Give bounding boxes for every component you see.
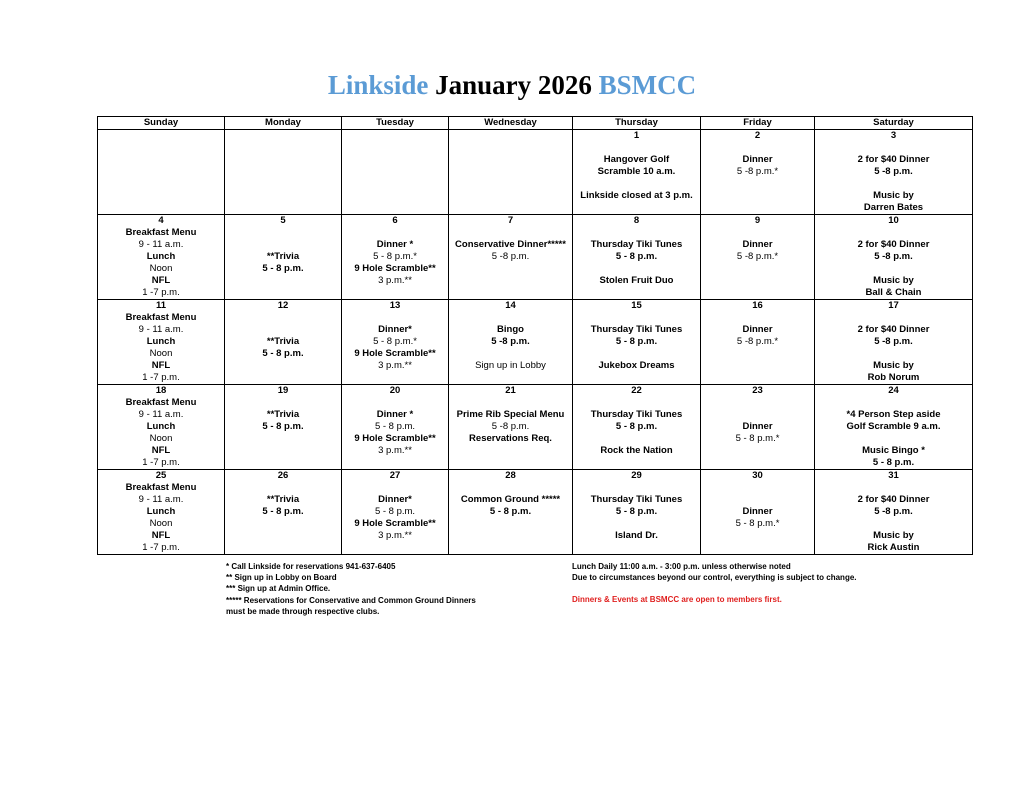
event-line: 5 - 8 p.m.* <box>735 433 780 444</box>
event-line: Stolen Fruit Duo <box>599 275 674 286</box>
day-number: 7 <box>507 215 514 226</box>
event-line: Thursday Tiki Tunes <box>590 324 683 335</box>
event-line: NFL <box>151 445 171 456</box>
event-line <box>815 312 972 324</box>
event-line: Dinner * <box>376 409 414 420</box>
event-line <box>701 494 814 506</box>
event-line: Dinner <box>742 324 773 335</box>
event-line: Common Ground ***** <box>460 494 561 505</box>
event-line: 5 -8 p.m. <box>874 336 913 347</box>
event-line <box>449 227 572 239</box>
day-number: 20 <box>389 385 401 396</box>
event-line: 9 Hole Scramble** <box>354 518 436 529</box>
calendar-day-cell <box>701 300 815 385</box>
day-number: 31 <box>888 470 899 481</box>
footnote-spacer <box>572 583 857 594</box>
calendar-day-cell <box>815 300 973 385</box>
calendar-day-cell <box>815 385 973 470</box>
calendar-day-cell <box>815 470 973 555</box>
calendar-day-cell <box>815 130 973 215</box>
footnote-line: must be made through respective clubs. <box>226 606 380 616</box>
footnote-line: *** Sign up at Admin Office. <box>226 584 331 594</box>
event-line <box>449 482 572 494</box>
event-line <box>225 397 341 409</box>
event-line: 5 - 8 p.m.* <box>373 336 417 347</box>
event-line: Bingo <box>497 324 524 335</box>
event-line <box>225 324 341 336</box>
event-line: **Trivia <box>266 494 300 505</box>
event-line: Lunch <box>146 336 176 347</box>
event-line: Music by <box>873 275 914 286</box>
event-line <box>573 142 700 154</box>
footnotes-left <box>226 561 476 617</box>
event-line <box>701 142 814 154</box>
event-line: Jukebox Dreams <box>598 360 675 371</box>
event-line <box>815 518 972 530</box>
day-number: 4 <box>158 215 164 226</box>
event-line: 5 -8 p.m. <box>874 251 913 262</box>
day-number: 10 <box>888 215 899 226</box>
day-number: 1 <box>633 130 640 141</box>
day-number: 30 <box>752 470 763 481</box>
event-line: 5 - 8 p.m.* <box>735 518 780 529</box>
event-line: 1 -7 p.m. <box>142 372 180 383</box>
calendar-day-cell <box>98 385 225 470</box>
calendar-day-cell <box>225 385 342 470</box>
day-number: 22 <box>631 385 642 396</box>
event-line: 5 -8 p.m. <box>491 251 530 262</box>
event-line: 5 - 8 p.m. <box>615 506 658 517</box>
event-line: 2 for $40 Dinner <box>857 239 930 250</box>
event-line <box>701 482 814 494</box>
event-line: Breakfast Menu <box>125 312 197 323</box>
event-line: Music by <box>873 530 914 541</box>
event-line: 5 - 8 p.m. <box>262 263 304 274</box>
event-line: 5 - 8 p.m. <box>615 251 658 262</box>
event-line: Noon <box>149 518 173 529</box>
day-number: 6 <box>392 215 398 226</box>
calendar-day-cell <box>573 215 701 300</box>
weekday-header: Thursday <box>573 117 701 130</box>
event-line <box>225 239 341 251</box>
day-number: 27 <box>389 470 401 481</box>
event-line: 9 Hole Scramble** <box>354 348 436 359</box>
event-line <box>342 397 448 409</box>
event-line: 9 Hole Scramble** <box>354 433 436 444</box>
event-line: 2 for $40 Dinner <box>857 324 930 335</box>
event-line <box>573 263 700 275</box>
event-line: 5 -8 p.m.* <box>736 251 779 262</box>
calendar-day-cell <box>573 130 701 215</box>
event-line: Lunch <box>146 421 176 432</box>
event-line <box>225 312 341 324</box>
event-line <box>342 482 448 494</box>
calendar-day-cell <box>701 215 815 300</box>
calendar-week-row <box>98 470 973 555</box>
calendar-day-cell <box>573 385 701 470</box>
event-line: 3 p.m.** <box>378 360 412 371</box>
calendar-day-cell <box>449 470 573 555</box>
event-line: 9 - 11 a.m. <box>138 324 184 335</box>
event-line: 5 -8 p.m. <box>491 336 530 347</box>
calendar-day-cell <box>342 385 449 470</box>
event-line: Dinner <box>742 421 773 432</box>
event-line: Linkside closed at 3 p.m. <box>580 190 693 201</box>
calendar-day-cell <box>573 470 701 555</box>
event-line: 9 - 11 a.m. <box>138 409 184 420</box>
calendar-day-cell <box>225 300 342 385</box>
calendar-day-cell <box>449 130 573 215</box>
event-line <box>701 409 814 421</box>
event-line: Conservative Dinner***** <box>455 239 566 250</box>
event-line <box>449 348 572 360</box>
event-line: 5 -8 p.m. <box>874 506 913 517</box>
event-line: Music Bingo * <box>862 445 925 456</box>
event-line: 9 - 11 a.m. <box>138 494 184 505</box>
event-line: Hangover Golf <box>603 154 670 165</box>
day-number: 3 <box>890 130 897 141</box>
calendar-day-cell <box>449 300 573 385</box>
event-line: Dinner* <box>378 494 412 505</box>
event-line: Golf Scramble 9 a.m. <box>846 421 941 432</box>
event-line: 3 p.m.** <box>378 530 412 541</box>
day-number: 29 <box>631 470 642 481</box>
event-line: Breakfast Menu <box>125 482 197 493</box>
day-number: 21 <box>505 385 516 396</box>
event-line <box>815 482 972 494</box>
event-line <box>701 227 814 239</box>
event-line: Dinner* <box>378 324 412 335</box>
footnote-line: ***** Reservations for Conservative and Common Ground Dinners <box>226 595 476 605</box>
calendar-day-cell <box>342 470 449 555</box>
weekday-header: Saturday <box>815 117 973 130</box>
event-line <box>573 482 700 494</box>
event-line: 5 -8 p.m. <box>491 421 530 432</box>
event-line: 9 Hole Scramble** <box>354 263 436 274</box>
event-line: 5 - 8 p.m. <box>615 336 658 347</box>
event-line: **Trivia <box>266 336 300 347</box>
day-number: 14 <box>505 300 516 311</box>
event-line: 5 -8 p.m.* <box>736 166 779 177</box>
calendar-day-cell <box>701 385 815 470</box>
event-line: Breakfast Menu <box>125 227 197 238</box>
event-line <box>573 518 700 530</box>
event-line: Island Dr. <box>615 530 658 541</box>
event-line: Breakfast Menu <box>125 397 197 408</box>
event-line: 1 -7 p.m. <box>142 542 180 553</box>
day-number: 13 <box>389 300 401 311</box>
day-number: 16 <box>752 300 763 311</box>
calendar-day-cell <box>342 300 449 385</box>
event-line <box>815 397 972 409</box>
event-line <box>573 227 700 239</box>
weekday-header-row <box>98 117 973 130</box>
calendar-day-cell <box>342 130 449 215</box>
event-line: Dinner <box>742 239 773 250</box>
event-line <box>815 263 972 275</box>
calendar-day-cell <box>225 470 342 555</box>
day-number: 15 <box>631 300 642 311</box>
event-line <box>449 397 572 409</box>
title-club: BSMCC <box>598 70 697 100</box>
event-line: 5 - 8 p.m. <box>872 457 915 468</box>
calendar-day-cell <box>449 215 573 300</box>
event-line <box>815 142 972 154</box>
event-line: 1 -7 p.m. <box>142 457 180 468</box>
event-line: 5 -8 p.m. <box>874 166 913 177</box>
event-line <box>701 397 814 409</box>
event-line: Dinner * <box>376 239 414 250</box>
calendar-day-cell <box>573 300 701 385</box>
weekday-header: Sunday <box>98 117 225 130</box>
title-month: January 2026 <box>435 70 592 100</box>
weekday-header: Friday <box>701 117 815 130</box>
event-line: 5 -8 p.m.* <box>736 336 779 347</box>
event-line: Noon <box>149 263 173 274</box>
day-number: 28 <box>505 470 516 481</box>
event-line: 1 -7 p.m. <box>142 287 180 298</box>
day-number: 2 <box>754 130 761 141</box>
event-line: Rock the Nation <box>600 445 673 456</box>
event-line <box>225 227 341 239</box>
calendar-day-cell <box>98 470 225 555</box>
event-line <box>815 227 972 239</box>
event-line: 5 - 8 p.m. <box>374 506 416 517</box>
event-line: 5 - 8 p.m. <box>489 506 532 517</box>
event-line <box>573 312 700 324</box>
footnote-line: * Call Linkside for reservations 941-637-6405 <box>226 562 396 571</box>
day-number: 24 <box>888 385 899 396</box>
day-number: 25 <box>155 470 167 481</box>
event-line: NFL <box>151 275 171 286</box>
event-line: Scramble 10 a.m. <box>597 166 676 177</box>
footnote-line: Due to circumstances beyond our control, everything is subject to change. <box>572 573 857 583</box>
calendar-day-cell <box>98 215 225 300</box>
event-line: 3 p.m.** <box>378 275 412 286</box>
day-number: 26 <box>277 470 289 481</box>
event-line: Lunch <box>146 251 176 262</box>
footnote-line: Lunch Daily 11:00 a.m. - 3:00 p.m. unless otherwise noted <box>572 562 791 571</box>
event-line: Sign up in Lobby <box>475 360 546 371</box>
event-line: *4 Person Step aside <box>846 409 941 420</box>
event-line <box>815 178 972 190</box>
footnote-line: ** Sign up in Lobby on Board <box>226 573 337 583</box>
event-line: Noon <box>149 348 173 359</box>
event-line <box>342 227 448 239</box>
event-line <box>342 312 448 324</box>
calendar-week-row <box>98 130 973 215</box>
calendar-day-cell <box>342 215 449 300</box>
event-line: Thursday Tiki Tunes <box>590 494 683 505</box>
event-line: 5 - 8 p.m. <box>262 348 304 359</box>
calendar-day-cell <box>815 215 973 300</box>
event-line: 5 - 8 p.m.* <box>373 251 417 262</box>
event-line: **Trivia <box>266 251 300 262</box>
day-number: 5 <box>280 215 286 226</box>
event-line: 3 p.m.** <box>378 445 412 456</box>
footnotes-right <box>572 561 857 606</box>
calendar-day-cell <box>225 215 342 300</box>
calendar-day-cell <box>225 130 342 215</box>
event-line <box>573 178 700 190</box>
event-line: 5 - 8 p.m. <box>262 506 304 517</box>
event-line: 5 - 8 p.m. <box>262 421 304 432</box>
day-number: 12 <box>277 300 289 311</box>
calendar-day-cell <box>98 300 225 385</box>
event-line <box>573 397 700 409</box>
day-number: 9 <box>754 215 761 226</box>
event-line: Music by <box>873 190 914 201</box>
event-line: Lunch <box>146 506 176 517</box>
event-line: Darren Bates <box>863 202 924 213</box>
event-line: Thursday Tiki Tunes <box>590 239 683 250</box>
calendar-title <box>0 70 1024 101</box>
event-line <box>701 312 814 324</box>
event-line: NFL <box>151 530 171 541</box>
event-line: Rob Norum <box>867 372 920 383</box>
day-number: 19 <box>277 385 289 396</box>
event-line: Dinner <box>742 154 773 165</box>
event-line: **Trivia <box>266 409 300 420</box>
weekday-header: Wednesday <box>449 117 573 130</box>
day-number: 17 <box>888 300 899 311</box>
event-line: Thursday Tiki Tunes <box>590 409 683 420</box>
event-line <box>815 433 972 445</box>
event-line: Reservations Req. <box>469 433 552 444</box>
day-number: 23 <box>752 385 763 396</box>
day-number: 8 <box>633 215 640 226</box>
calendar-grid <box>97 116 973 555</box>
calendar-week-row <box>98 300 973 385</box>
calendar-day-cell <box>449 385 573 470</box>
event-line: 2 for $40 Dinner <box>857 494 930 505</box>
calendar-day-cell <box>98 130 225 215</box>
calendar-day-cell <box>701 130 815 215</box>
event-line: 5 - 8 p.m. <box>374 421 416 432</box>
event-line <box>573 348 700 360</box>
event-line <box>573 433 700 445</box>
weekday-header: Tuesday <box>342 117 449 130</box>
calendar-week-row <box>98 385 973 470</box>
event-line: 2 for $40 Dinner <box>857 154 930 165</box>
event-line <box>815 348 972 360</box>
day-number: 11 <box>155 300 167 311</box>
event-line: Ball & Chain <box>865 287 922 298</box>
event-line: Prime Rib Special Menu <box>456 409 565 420</box>
members-first-notice: Dinners & Events at BSMCC are open to members first. <box>572 595 782 605</box>
event-line: NFL <box>151 360 171 371</box>
event-line <box>225 482 341 494</box>
event-line: Music by <box>873 360 914 371</box>
event-line <box>449 312 572 324</box>
weekday-header: Monday <box>225 117 342 130</box>
event-line: Dinner <box>742 506 773 517</box>
title-venue: Linkside <box>327 70 429 100</box>
calendar-day-cell <box>701 470 815 555</box>
event-line: 5 - 8 p.m. <box>615 421 658 432</box>
event-line: 9 - 11 a.m. <box>138 239 184 250</box>
day-number: 18 <box>155 385 167 396</box>
event-line: Rick Austin <box>867 542 920 553</box>
calendar-week-row <box>98 215 973 300</box>
event-line: Noon <box>149 433 173 444</box>
